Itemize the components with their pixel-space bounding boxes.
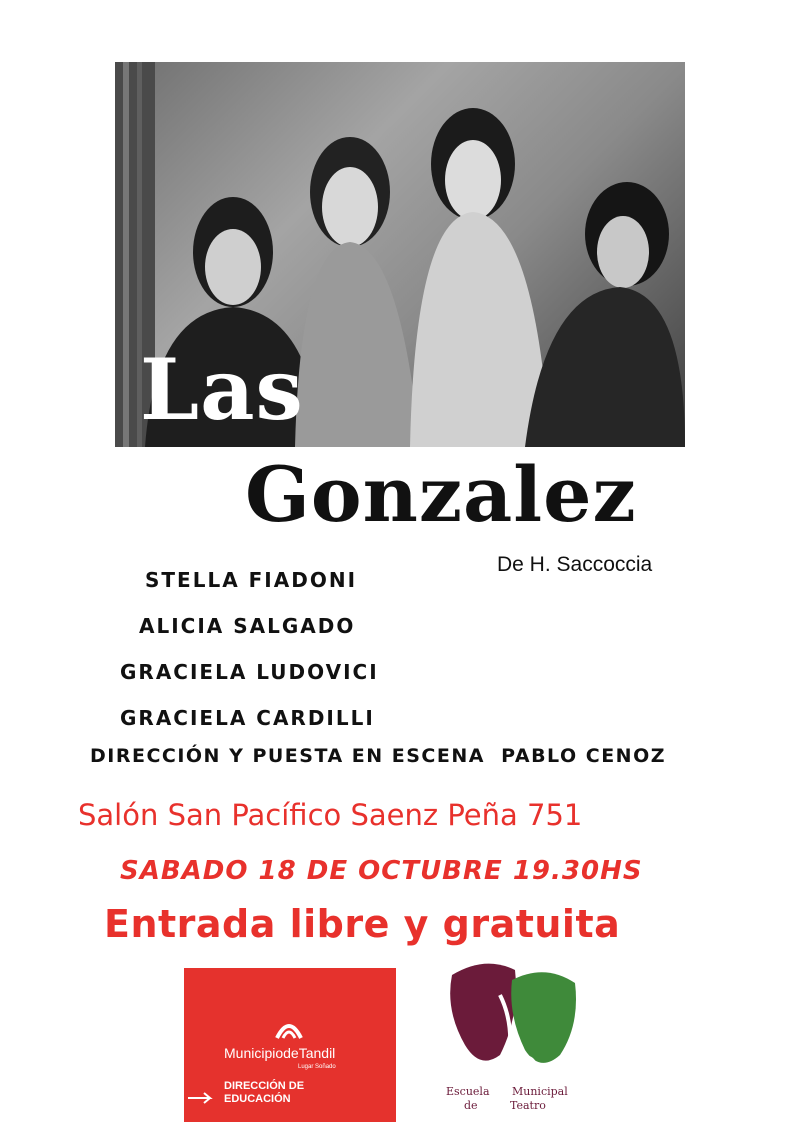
department-line-1: DIRECCIÓN DE [224, 1080, 305, 1092]
venue-address: Salón San Pacífico Saenz Peña 751 [78, 798, 583, 832]
municipio-subtitle: Lugar Soñado [298, 1064, 336, 1070]
cast-member: GRACIELA CARDILLI [120, 706, 375, 730]
entry-info: Entrada libre y gratuita [104, 902, 621, 946]
municipio-tandil-logo [184, 968, 396, 1122]
theatre-masks-icon [440, 955, 590, 1083]
teatro-line-1b: Municipal [512, 1085, 568, 1098]
municipio-emblem-icon [274, 1016, 304, 1042]
escuela-teatro-logo [440, 955, 590, 1120]
cast-member: ALICIA SALGADO [139, 614, 356, 638]
teatro-line-2a: de [464, 1099, 478, 1112]
title-line-2: Gonzalez [245, 450, 637, 539]
cast-member: STELLA FIADONI [145, 568, 358, 592]
direction-credit: DIRECCIÓN Y PUESTA EN ESCENA PABLO CENOZ [90, 745, 667, 767]
teatro-line-1a: Escuela [446, 1085, 490, 1098]
event-date: SABADO 18 DE OCTUBRE 19.30HS [120, 856, 643, 886]
author-credit: De H. Saccoccia [497, 553, 653, 576]
teatro-line-2b: Teatro [510, 1099, 546, 1112]
arrow-icon [188, 1092, 218, 1104]
title-line-1: Las [140, 340, 304, 439]
cast-member: GRACIELA LUDOVICI [120, 660, 379, 684]
department-line-2: EDUCACIÓN [224, 1093, 291, 1105]
municipio-name: MunicipiodeTandil [224, 1045, 336, 1061]
